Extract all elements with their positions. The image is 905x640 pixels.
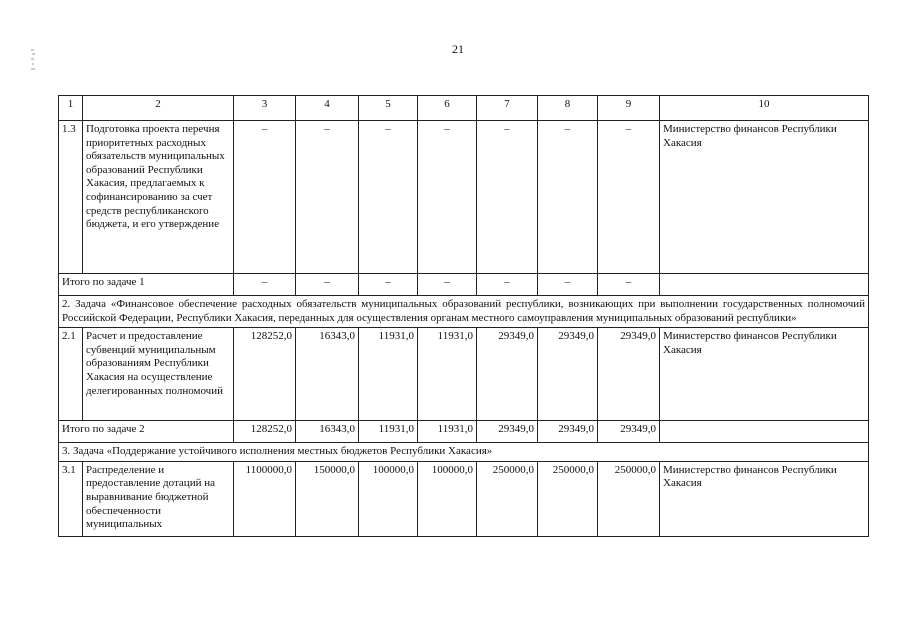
table-cell: – xyxy=(418,274,477,296)
table-cell: 250000,0 xyxy=(477,461,538,536)
column-header: 8 xyxy=(538,96,598,121)
section-row xyxy=(59,443,869,462)
table-cell: – xyxy=(477,274,538,296)
total-label: Итого по задаче 1 xyxy=(59,274,234,296)
budget-table xyxy=(58,95,869,537)
table-cell: – xyxy=(598,274,660,296)
row-number: 3.1 xyxy=(59,461,83,536)
table-cell: 29349,0 xyxy=(598,421,660,443)
table-cell: 29349,0 xyxy=(477,328,538,421)
table-cell: 29349,0 xyxy=(538,421,598,443)
table-cell: 128252,0 xyxy=(234,328,296,421)
table-row xyxy=(59,328,869,421)
table-cell: – xyxy=(359,121,418,274)
table-cell: – xyxy=(359,274,418,296)
table-cell: – xyxy=(477,121,538,274)
table-cell: 29349,0 xyxy=(477,421,538,443)
total-row xyxy=(59,274,869,296)
table-cell-empty xyxy=(660,274,869,296)
table-cell: 11931,0 xyxy=(359,421,418,443)
column-header: 7 xyxy=(477,96,538,121)
activity-name: Расчет и предоставление субвенций муниципальным образованиям Республики Хакасия на осуществление делегированных полномочий xyxy=(83,328,234,421)
activity-name: Распределение и предоставление дотаций на выравнивание бюджетной обеспеченности муниципальных xyxy=(83,461,234,536)
executor: Министерство финансов Республики Хакасия xyxy=(660,328,869,421)
executor: Министерство финансов Республики Хакасия xyxy=(660,121,869,274)
table-cell: – xyxy=(234,121,296,274)
column-header: 10 xyxy=(660,96,869,121)
total-row xyxy=(59,421,869,443)
table-cell: 29349,0 xyxy=(598,328,660,421)
table-cell: – xyxy=(538,274,598,296)
table-cell: 250000,0 xyxy=(598,461,660,536)
table-row xyxy=(59,461,869,536)
table-cell: – xyxy=(418,121,477,274)
table-cell: 29349,0 xyxy=(538,328,598,421)
table-row xyxy=(59,121,869,274)
table-cell: – xyxy=(538,121,598,274)
table-cell: 16343,0 xyxy=(296,328,359,421)
table-cell: 1100000,0 xyxy=(234,461,296,536)
table-cell: – xyxy=(598,121,660,274)
page-number: 21 xyxy=(452,42,464,56)
activity-name: Подготовка проекта перечня приоритетных расходных обязательств муниципальных образований Республики Хакасия, предлагаемых к софинансированию за счет средств республиканского бюджета, и его утверждение xyxy=(83,121,234,274)
row-number: 2.1 xyxy=(59,328,83,421)
column-header: 9 xyxy=(598,96,660,121)
table-cell-empty xyxy=(660,421,869,443)
section-heading: 3. Задача «Поддержание устойчивого исполнения местных бюджетов Республики Хакасия» xyxy=(59,443,869,462)
total-label: Итого по задаче 2 xyxy=(59,421,234,443)
column-header: 1 xyxy=(59,96,83,121)
table-cell: 11931,0 xyxy=(359,328,418,421)
margin-stamp-mark xyxy=(28,48,38,74)
table-cell: – xyxy=(296,121,359,274)
section-heading: 2. Задача «Финансовое обеспечение расходных обязательств муниципальных образований республики, возникающих при выполнении государственных полномочий Российской Федерации, Республики Хакасия, переданных для осуществления органам местного самоуправления муниципальных образований республики» xyxy=(59,296,869,328)
column-header: 5 xyxy=(359,96,418,121)
table-cell: 11931,0 xyxy=(418,328,477,421)
table-cell: – xyxy=(234,274,296,296)
executor: Министерство финансов Республики Хакасия xyxy=(660,461,869,536)
column-header: 2 xyxy=(83,96,234,121)
table-cell: 128252,0 xyxy=(234,421,296,443)
table-cell: 100000,0 xyxy=(418,461,477,536)
table-cell: 100000,0 xyxy=(359,461,418,536)
section-row xyxy=(59,296,869,328)
column-header: 6 xyxy=(418,96,477,121)
table-cell: 150000,0 xyxy=(296,461,359,536)
column-number-header-row xyxy=(59,96,869,121)
column-header: 3 xyxy=(234,96,296,121)
table-cell: 250000,0 xyxy=(538,461,598,536)
table-cell: 16343,0 xyxy=(296,421,359,443)
table-cell: 11931,0 xyxy=(418,421,477,443)
column-header: 4 xyxy=(296,96,359,121)
row-number: 1.3 xyxy=(59,121,83,274)
table-cell: – xyxy=(296,274,359,296)
